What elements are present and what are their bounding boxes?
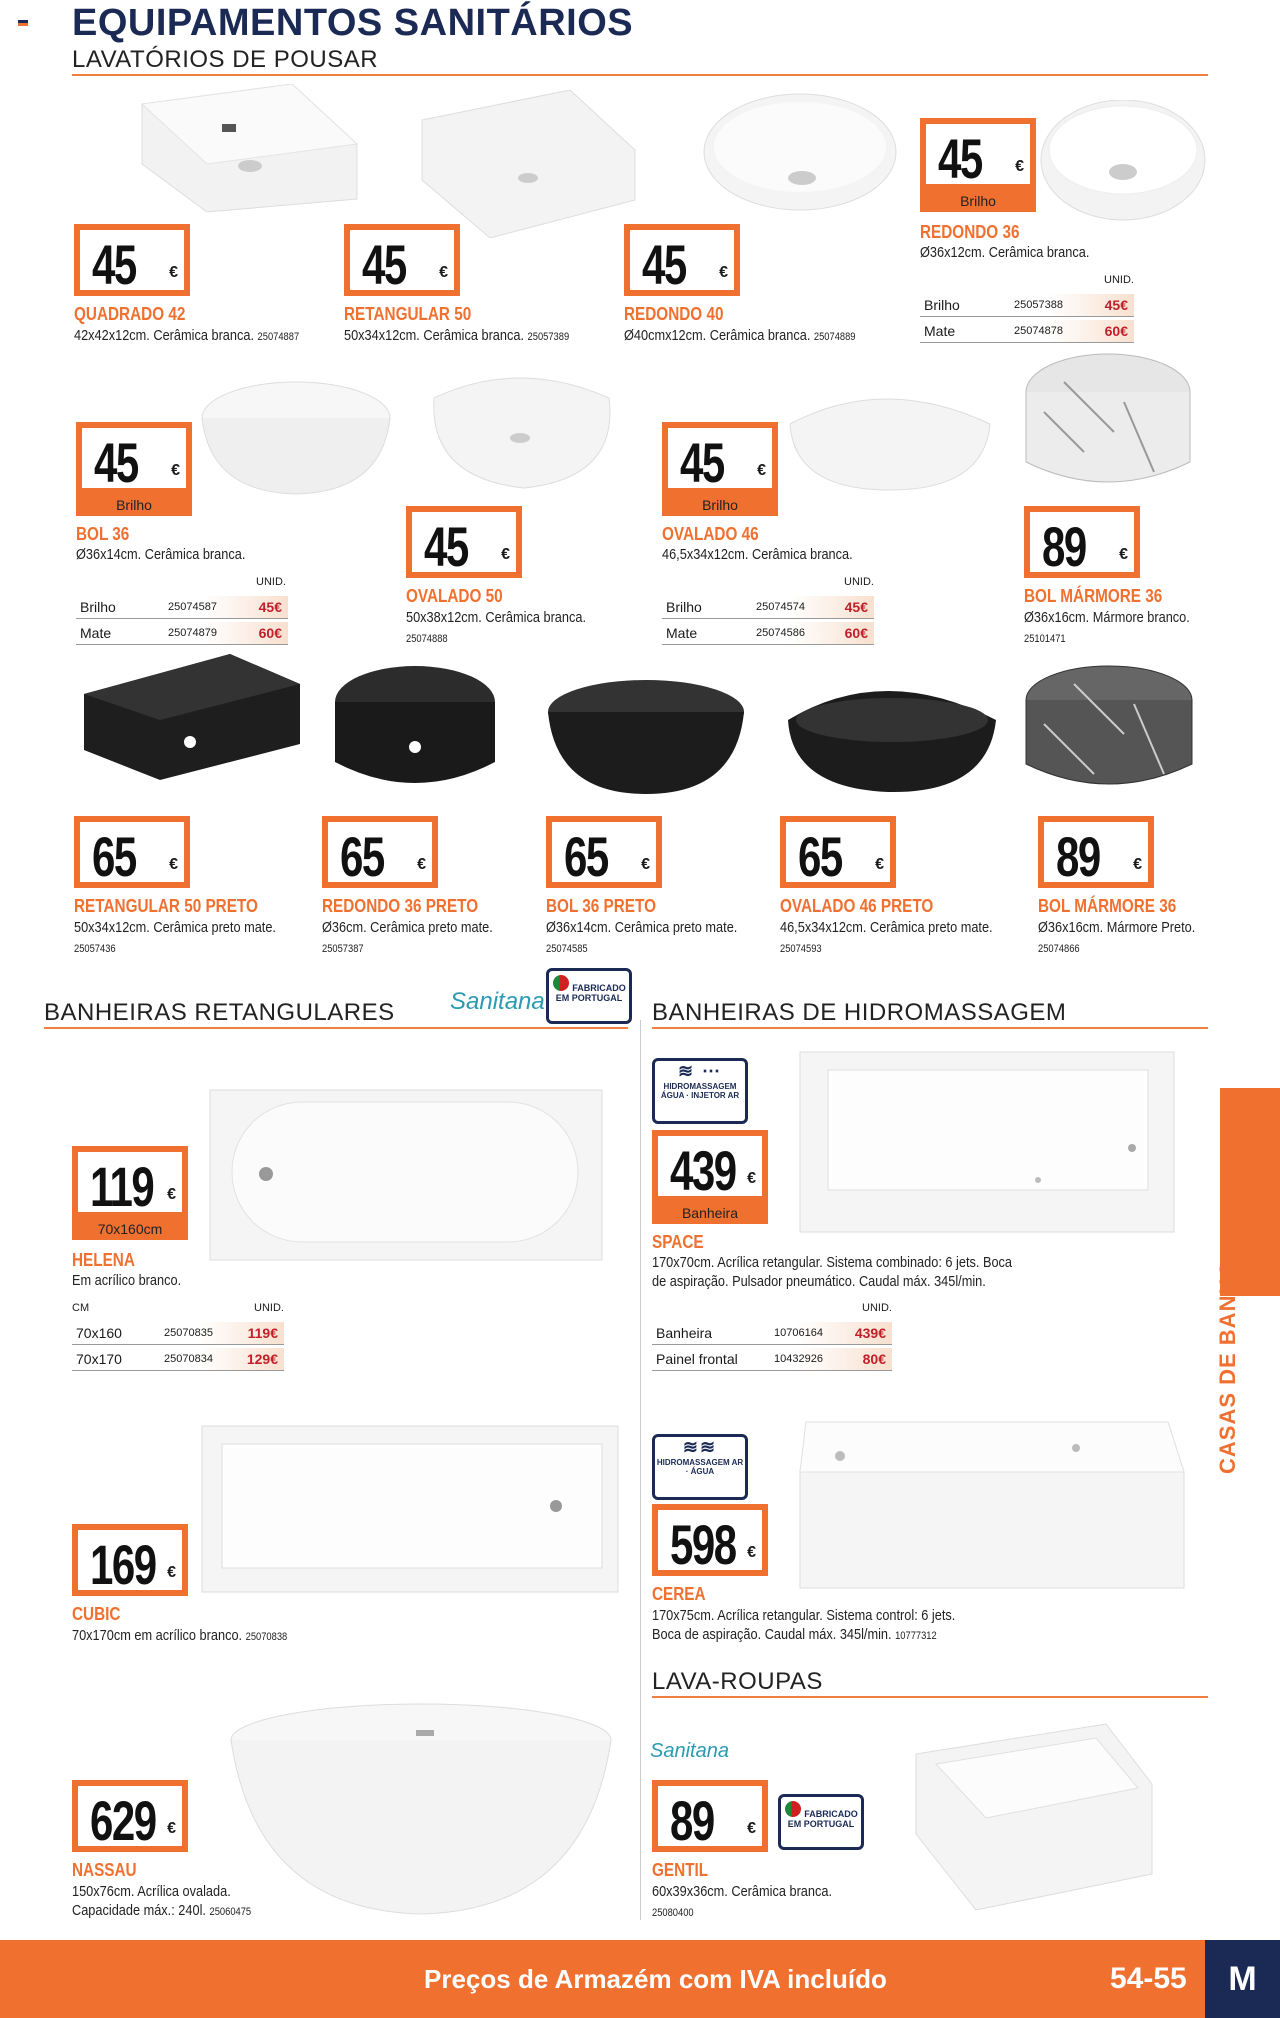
price-space: 439 € Banheira bbox=[652, 1130, 768, 1202]
divider bbox=[44, 1027, 628, 1029]
product-code: 25074888 bbox=[406, 633, 448, 645]
sink-redondo36-image bbox=[1038, 100, 1208, 226]
sink-marble-white-image bbox=[1024, 352, 1192, 500]
product-name: RETANGULAR 50 PRETO bbox=[74, 896, 258, 916]
page-title: EQUIPAMENTOS SANITÁRIOS bbox=[72, 2, 634, 44]
sink-redondo40-image bbox=[702, 92, 898, 224]
made-in-portugal-badge: FABRICADO EM PORTUGAL bbox=[546, 968, 632, 1024]
price-retangular50: 45 € bbox=[344, 224, 460, 296]
variant-table: UNID. Brilho 25057388 45€ Mate 25074878 60€ bbox=[920, 272, 1134, 346]
price-cerea: 598 € bbox=[652, 1504, 768, 1576]
sink-bol36-image bbox=[200, 380, 392, 496]
product-desc: 70x170cm em acrílico branco. 25070838 bbox=[72, 1627, 288, 1644]
page-numbers: 54-55 bbox=[1110, 1962, 1187, 1995]
price-ovalado50: 45 € bbox=[406, 506, 522, 578]
product-desc: Ø36x14cm. Cerâmica branca. bbox=[76, 546, 246, 563]
sink-quadrado-image bbox=[132, 84, 362, 214]
product-name: REDONDO 40 bbox=[624, 304, 724, 324]
product-name: NASSAU bbox=[72, 1860, 137, 1880]
price-quadrado42: 45 € bbox=[74, 224, 190, 296]
divider bbox=[652, 1696, 1208, 1698]
product-desc: Ø36x16cm. Mármore branco. bbox=[1024, 609, 1190, 626]
product-name: BOL 36 bbox=[76, 524, 130, 544]
product-name: GENTIL bbox=[652, 1860, 709, 1880]
product-desc: Capacidade máx.: 240l. 25060475 bbox=[72, 1902, 252, 1919]
product-name: BOL 36 PRETO bbox=[546, 896, 656, 916]
price-oval46preto: 65 € bbox=[780, 816, 896, 888]
product-desc: 150x76cm. Acrílica ovalada. bbox=[72, 1883, 231, 1900]
price-ret50preto: 65 € bbox=[74, 816, 190, 888]
section-lava-roupas: LAVA-ROUPAS bbox=[652, 1668, 823, 1695]
footer bbox=[0, 1940, 1280, 2018]
product-code: 25074593 bbox=[780, 943, 822, 955]
price-bol36preto: 65 € bbox=[546, 816, 662, 888]
bathtub-cubic-image bbox=[200, 1424, 620, 1594]
product-name: BOL MÁRMORE 36 bbox=[1038, 896, 1177, 916]
product-code: 25074866 bbox=[1038, 943, 1080, 955]
product-desc: 50x38x12cm. Cerâmica branca. bbox=[406, 609, 587, 626]
section-banheiras: BANHEIRAS RETANGULARES bbox=[44, 999, 395, 1026]
sink-oval-preto-image bbox=[784, 676, 1000, 796]
product-name: CUBIC bbox=[72, 1604, 121, 1624]
product-desc: Ø36x14cm. Cerâmica preto mate. bbox=[546, 919, 738, 936]
product-desc: Em acrílico branco. bbox=[72, 1272, 182, 1289]
brand-logo: Sanitana bbox=[450, 988, 545, 1015]
hidromassagem-badge: ≋≋ HIDROMASSAGEM AR · ÁGUA bbox=[652, 1434, 748, 1500]
product-desc: 50x34x12cm. Cerâmica branca. 25057389 bbox=[344, 327, 570, 344]
product-desc: 46,5x34x12cm. Cerâmica branca. bbox=[662, 546, 853, 563]
product-name: QUADRADO 42 bbox=[74, 304, 186, 324]
sink-retangular-image bbox=[420, 90, 640, 240]
product-name: CEREA bbox=[652, 1584, 706, 1604]
bathtub-nassau-image bbox=[226, 1700, 616, 1918]
product-code: 25074585 bbox=[546, 943, 588, 955]
product-name: OVALADO 50 bbox=[406, 586, 503, 606]
price-nassau: 629 € bbox=[72, 1780, 188, 1852]
product-name: REDONDO 36 bbox=[920, 222, 1020, 242]
price-cubic: 169 € bbox=[72, 1524, 188, 1596]
price-ovalado46: 45 € Brilho bbox=[662, 422, 778, 494]
product-desc: 42x42x12cm. Cerâmica branca. 25074887 bbox=[74, 327, 300, 344]
price-gentil: 89 € bbox=[652, 1780, 768, 1852]
product-desc: 50x34x12cm. Cerâmica preto mate. bbox=[74, 919, 276, 936]
product-code: 25057387 bbox=[322, 943, 364, 955]
sink-marble-black-image bbox=[1024, 664, 1194, 802]
product-desc: Ø40cmx12cm. Cerâmica branca. 25074889 bbox=[624, 327, 856, 344]
price-bolmarmore36preto: 89 € bbox=[1038, 816, 1154, 888]
sink-ovalado46-image bbox=[784, 384, 996, 494]
product-code: 25101471 bbox=[1024, 633, 1066, 645]
product-name: OVALADO 46 PRETO bbox=[780, 896, 934, 916]
product-name: RETANGULAR 50 bbox=[344, 304, 472, 324]
divider bbox=[72, 74, 1208, 76]
bathtub-helena-image bbox=[208, 1088, 604, 1262]
column-divider bbox=[640, 1020, 641, 1920]
product-desc: 170x70cm. Acrílica retangular. Sistema combinado: 6 jets. Boca bbox=[652, 1254, 1013, 1271]
bathtub-cerea-image bbox=[796, 1402, 1188, 1592]
product-name: OVALADO 46 bbox=[662, 524, 759, 544]
brand-logo: Sanitana bbox=[650, 1740, 729, 1762]
variant-table: UNID. Banheira 10706164 439€ Painel frontal 10432926 80€ bbox=[652, 1300, 892, 1374]
section-hidromassagem: BANHEIRAS DE HIDROMASSAGEM bbox=[652, 999, 1067, 1026]
sink-red-preto-image bbox=[332, 662, 498, 804]
product-desc: 170x75cm. Acrílica retangular. Sistema control: 6 jets. bbox=[652, 1607, 956, 1624]
product-name: HELENA bbox=[72, 1250, 135, 1270]
variant-table: UNID. Brilho 25074587 45€ Mate 25074879 60€ bbox=[76, 574, 288, 648]
price-red36preto: 65 € bbox=[322, 816, 438, 888]
sidebar-label: CASAS DE BANHO bbox=[1215, 1259, 1240, 1474]
sink-bol-preto-image bbox=[546, 676, 746, 796]
product-desc: Ø36x16cm. Mármore Preto. bbox=[1038, 919, 1196, 936]
product-name: SPACE bbox=[652, 1232, 704, 1252]
product-code: 25057436 bbox=[74, 943, 116, 955]
product-desc: Ø36x12cm. Cerâmica branca. bbox=[920, 244, 1090, 261]
product-desc: 60x39x36cm. Cerâmica branca. bbox=[652, 1883, 833, 1900]
section-lavatorios: LAVATÓRIOS DE POUSAR bbox=[72, 46, 379, 73]
bathtub-space-image bbox=[798, 1050, 1176, 1234]
sink-ovalado50-image bbox=[424, 368, 614, 492]
product-name: BOL MÁRMORE 36 bbox=[1024, 586, 1163, 606]
price-bol36: 45 € Brilho bbox=[76, 422, 192, 494]
divider bbox=[652, 1027, 1208, 1029]
product-code: 25080400 bbox=[652, 1907, 694, 1919]
product-desc: Ø36cm. Cerâmica preto mate. bbox=[322, 919, 493, 936]
variant-table: CM UNID. 70x160 25070835 119€ 70x170 25070834 129€ bbox=[72, 1300, 284, 1374]
washtub-gentil-image bbox=[906, 1714, 1156, 1914]
price-bolmarmore36: 89 € bbox=[1024, 506, 1140, 578]
sink-ret-preto-image bbox=[80, 654, 304, 782]
footer-text: Preços de Armazém com IVA incluído bbox=[424, 1964, 887, 1994]
product-desc: Boca de aspiração. Caudal máx. 345l/min. 10777312 bbox=[652, 1626, 937, 1643]
product-desc: de aspiração. Pulsador pneumático. Caudal máx. 345l/min. bbox=[652, 1273, 986, 1290]
price-redondo36: 45 € Brilho bbox=[920, 118, 1036, 190]
made-in-portugal-badge: FABRICADO EM PORTUGAL bbox=[778, 1794, 864, 1850]
price-redondo40: 45 € bbox=[624, 224, 740, 296]
hidromassagem-badge: ≋ ⋯ HIDROMASSAGEM ÁGUA · INJETOR AR bbox=[652, 1058, 748, 1124]
variant-table: UNID. Brilho 25074574 45€ Mate 25074586 60€ bbox=[662, 574, 874, 648]
flag-icon bbox=[18, 20, 28, 26]
product-name: REDONDO 36 PRETO bbox=[322, 896, 479, 916]
product-desc: 46,5x34x12cm. Cerâmica preto mate. bbox=[780, 919, 993, 936]
price-helena: 119 € 70x160cm bbox=[72, 1146, 188, 1218]
brand-logo-icon: M bbox=[1205, 1940, 1280, 2018]
